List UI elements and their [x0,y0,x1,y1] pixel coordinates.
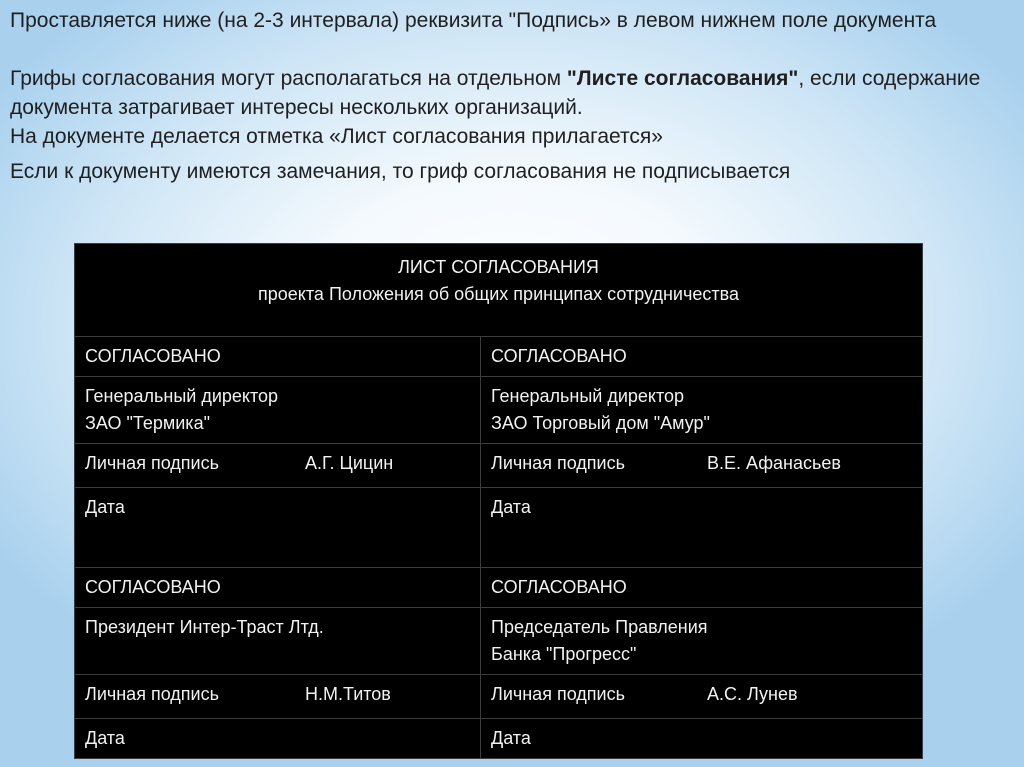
intro-p2-bold: "Листе согласования" [566,67,799,90]
signature-cell [481,675,923,719]
intro-line-1: Проставляется ниже (на 2-3 интервала) реквизита "Подпись» в левом нижнем поле документа [10,9,937,32]
position-line: Генеральный директор [491,386,685,406]
status-cell: СОГЛАСОВАНО [481,568,923,608]
intro-line-remark: Если к документу имеются замечания, то гриф согласования не подписывается [10,160,791,183]
signature-label: Личная подпись [85,453,219,473]
signature-label: Личная подпись [85,684,219,704]
intro-p2-end: , если содержание документа затрагивает интересы нескольких организаций. [10,67,981,119]
status-cell: СОГЛАСОВАНО [75,568,481,608]
intro-p2-start: Грифы согласования могут располагаться на отдельном [10,67,567,90]
intro-text [10,6,1014,186]
position-cell [75,608,481,675]
date-cell: Дата [75,488,481,568]
signer-name: А.Г. Цицин [305,453,394,473]
intro-paragraph-2 [10,64,1014,122]
intro-line-note: На документе делается отметка «Лист согласования прилагается» [10,125,663,148]
sheet-subtitle: проекта Положения об общих принципах сотрудничества [258,284,739,304]
position-line: ЗАО Торговый дом "Амур" [491,413,710,433]
position-cell [481,377,923,444]
position-line: Генеральный директор [85,386,279,406]
position-line: Банка "Прогресс" [491,644,637,664]
status-cell: СОГЛАСОВАНО [481,337,923,377]
signature-label: Личная подпись [491,684,625,704]
position-line: ЗАО "Термика" [85,413,210,433]
signature-cell [75,444,481,488]
signer-name: А.С. Лунев [707,684,798,704]
sheet-title: ЛИСТ СОГЛАСОВАНИЯ [398,257,599,277]
signature-cell [481,444,923,488]
date-cell: Дата [75,719,481,759]
position-line: Президент Интер-Траст Лтд. [85,617,324,637]
signature-label: Личная подпись [491,453,625,473]
date-cell: Дата [481,488,923,568]
signer-name: В.Е. Афанасьев [707,453,841,473]
status-cell: СОГЛАСОВАНО [75,337,481,377]
approval-sheet-table [74,243,923,759]
date-cell: Дата [481,719,923,759]
position-line: Председатель Правления [491,617,708,637]
sheet-header [75,244,923,337]
position-cell [481,608,923,675]
signer-name: Н.М.Титов [305,684,391,704]
position-cell [75,377,481,444]
signature-cell [75,675,481,719]
